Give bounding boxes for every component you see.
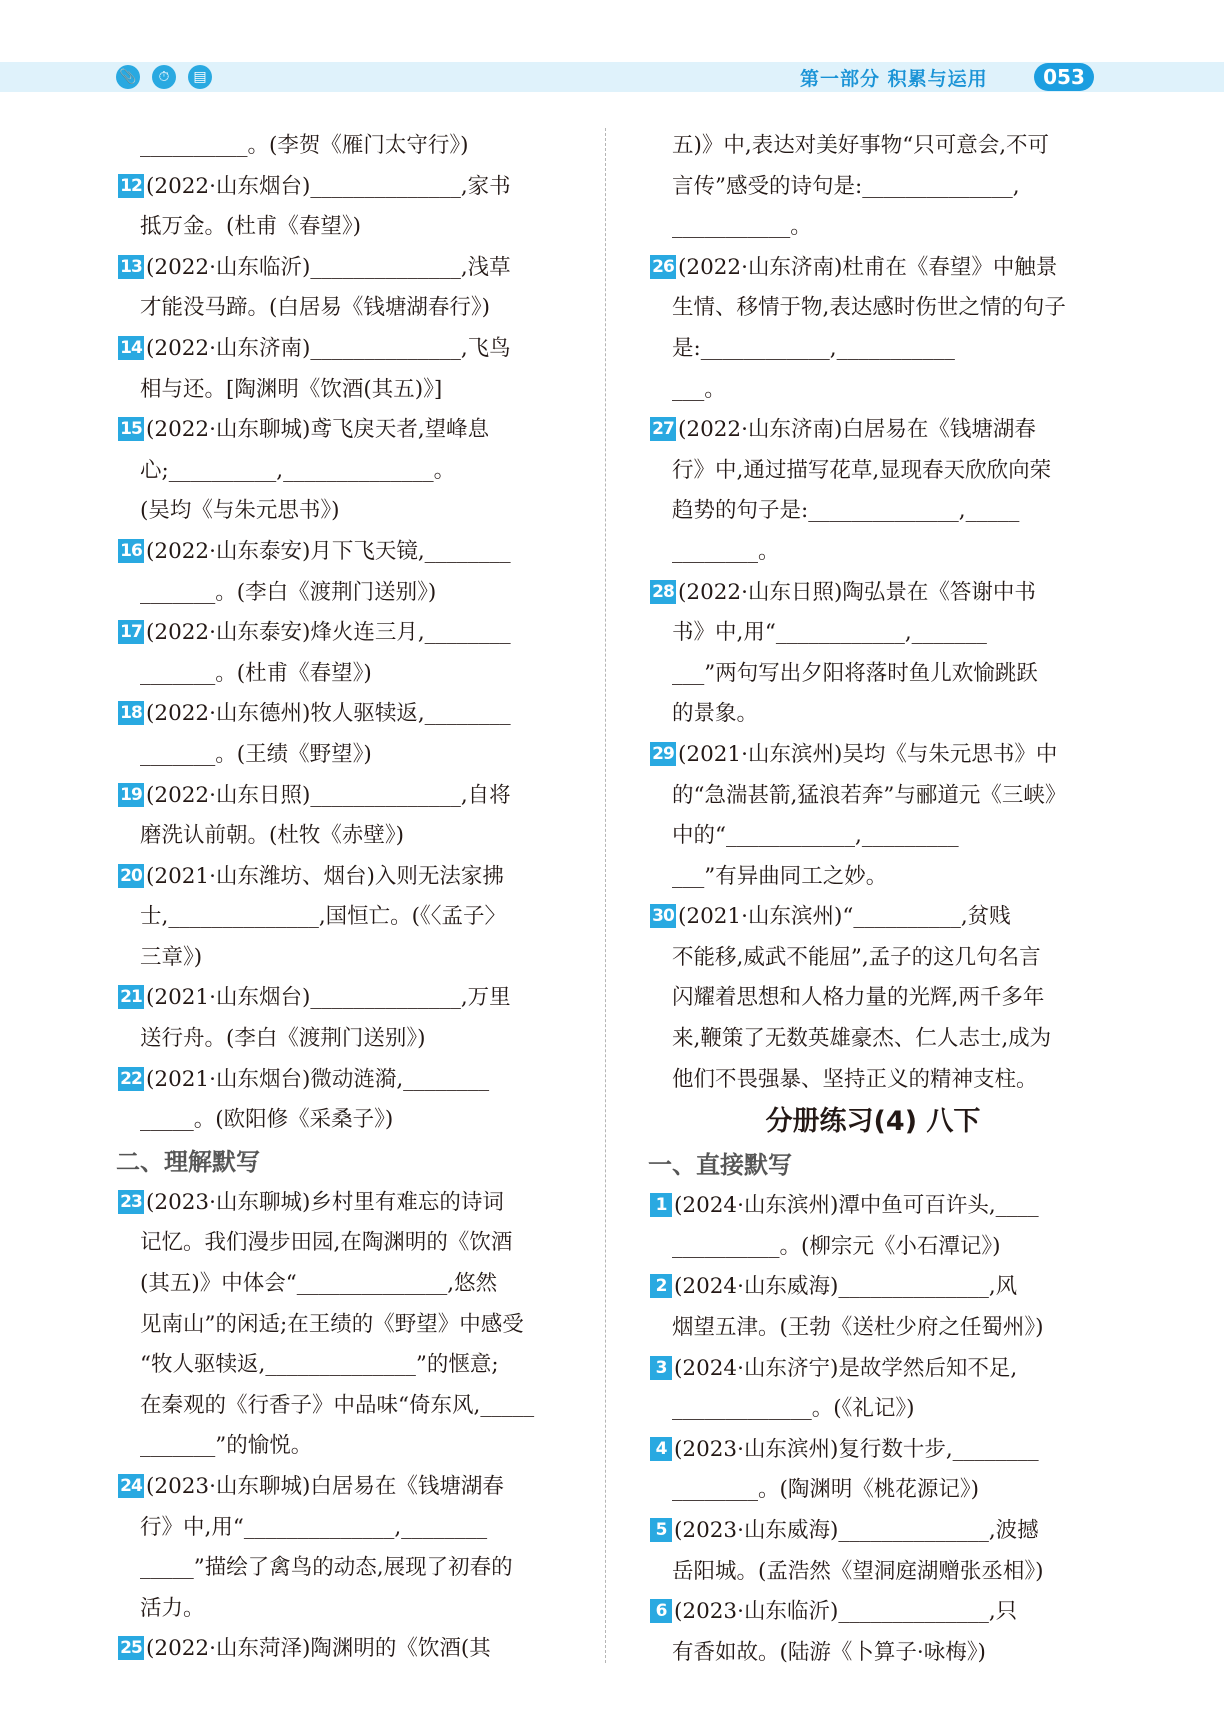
question-line: ________。(陶渊明《桃花源记》) [672,1477,980,1503]
question-line: 生情、移情于物,表达感时伤世之情的句子 [672,295,1066,321]
continuation-line: 言传”感受的诗句是:______________, [672,173,1020,199]
paperclip-icon: 📎 [116,65,140,89]
question-number-badge: 27 [650,417,676,441]
question-text: (2024·山东济宁)是故学然后知不足, [674,1355,1018,1381]
question-line: _______。(杜甫《春望》) [140,660,372,686]
question-number-badge: 3 [650,1356,672,1380]
question-line: 见南山”的闲适;在王绩的《野望》中感受 [140,1311,524,1337]
question-first-line [118,329,584,370]
question-line: 才能没马蹄。(白居易《钱塘湖春行》) [140,295,491,321]
question-first-line [118,857,584,898]
question-line: 有香如故。(陆游《卜算子·咏梅》) [672,1639,986,1665]
question-text: (2022·山东烟台)______________,家书 [146,173,511,199]
notebook-icon: ▤ [188,65,212,89]
question-text: (2023·山东聊城)乡村里有难忘的诗词 [146,1189,504,1215]
question-line: 心;__________,______________。 [140,457,456,483]
question-first-line [118,694,584,735]
question-line: 他们不畏强暴、坚持正义的精神支柱。 [672,1066,1038,1092]
question-line: 中的“____________,_________ [672,823,959,849]
page-number: 053 [1034,63,1094,91]
question-text: (2021·山东烟台)______________,万里 [146,985,511,1011]
question-number-badge: 5 [650,1518,672,1542]
question-line: _______。(李白《渡荆门送别》) [140,579,437,605]
question-first-line [650,573,1096,614]
question-number-badge: 12 [118,174,144,198]
question-text: (2021·山东烟台)微动涟漪,________ [146,1066,490,1092]
question-line: 士,______________,国恒亡。(《〈孟子〉 [140,904,507,930]
question-line: 在秦观的《行香子》中品味“倚东风,_____ [140,1392,535,1418]
question-item [118,329,584,410]
question-line: 的“急湍甚箭,猛浪若奔”与郦道元《三峡》 [672,782,1067,808]
question-number-badge: 15 [118,417,144,441]
question-number-badge: 4 [650,1437,672,1461]
question-text: (2022·山东济南)______________,飞鸟 [146,335,511,361]
question-first-line [118,1629,584,1670]
question-first-line [118,613,584,654]
question-number-badge: 22 [118,1067,144,1091]
subtitle: 分册练习(4) 八下 [765,1106,981,1138]
question-line: _______。(王绩《野望》) [140,741,372,767]
question-text: (2022·山东泰安)烽火连三月,________ [146,620,511,646]
question-text: (2022·山东菏泽)陶渊明的《饮酒(其 [146,1636,491,1662]
question-number-badge: 2 [650,1274,672,1298]
question-number-badge: 19 [118,783,144,807]
question-text: (2022·山东日照)______________,自将 [146,782,511,808]
question-line: 行》中,通过描写花草,显现春天欣欣向荣 [672,457,1052,483]
question-item [118,248,584,329]
question-text: (2022·山东聊城)鸢飞戾天者,望峰息 [146,417,490,443]
question-text: (2022·山东德州)牧人驱犊返,________ [146,701,511,727]
question-line: ___”两句写出夕阳将落时鱼儿欢愉跳跃 [672,660,1038,686]
question-number-badge: 28 [650,580,676,604]
question-item [118,1060,584,1141]
question-item [118,532,584,613]
right-column [650,126,1096,1673]
question-number-badge: 1 [650,1193,672,1217]
question-number-badge: 20 [118,864,144,888]
question-item [118,167,584,248]
question-first-line [118,532,584,573]
question-line: 三章》) [140,944,203,970]
question-line: (吴均《与朱元思书》) [140,498,340,524]
question-text: (2022·山东济南)杜甫在《春望》中触景 [678,254,1058,280]
question-first-line [118,1060,584,1101]
question-item [650,573,1096,735]
question-text: (2022·山东泰安)月下飞天镜,________ [146,538,511,564]
question-number-badge: 29 [650,742,676,766]
question-number-badge: 16 [118,539,144,563]
question-item [118,694,584,775]
question-line: 活力。 [140,1595,205,1621]
question-item [118,1629,584,1670]
question-number-badge: 17 [118,620,144,644]
question-line: _____________。(《礼记》) [672,1396,915,1422]
question-line: 抵万金。(杜甫《春望》) [140,214,362,240]
question-first-line [650,1430,1096,1471]
question-first-line [118,978,584,1019]
question-line: 不能移,威武不能屈”,孟子的这几句名言 [672,944,1041,970]
question-first-line [118,776,584,817]
question-item [650,1511,1096,1592]
question-item [650,735,1096,897]
question-first-line [650,897,1096,938]
question-first-line [650,1267,1096,1308]
question-text: (2021·山东滨州)吴均《与朱元思书》中 [678,741,1058,767]
column-divider [605,128,606,1663]
question-line: ___”有异曲同工之妙。 [672,863,888,889]
left-column [118,126,584,1670]
question-number-badge: 30 [650,904,676,928]
question-item [650,1430,1096,1511]
question-first-line [118,248,584,289]
question-first-line [118,1467,584,1508]
question-item [650,1592,1096,1673]
question-line: 书》中,用“____________,_______ [672,620,987,646]
question-first-line [650,1186,1096,1227]
question-number-badge: 14 [118,336,144,360]
continuation-line: 五)》中,表达对美好事物“只可意会,不可 [672,133,1050,158]
section-heading: 二、理解默写 [116,1147,260,1176]
question-item [650,1349,1096,1430]
question-item [118,857,584,979]
question-text: (2022·山东临沂)______________,浅草 [146,254,511,280]
question-number-badge: 21 [118,985,144,1009]
question-line: 送行舟。(李白《渡荆门送别》) [140,1026,426,1052]
question-line: ___。 [672,376,726,402]
question-number-badge: 25 [118,1636,144,1660]
question-number-badge: 18 [118,701,144,725]
question-item [650,897,1096,1100]
question-line: 行》中,用“______________,________ [140,1514,488,1540]
question-text: (2021·山东滨州)“__________,贫贱 [678,904,1011,930]
question-number-badge: 6 [650,1599,672,1623]
question-line: 记忆。我们漫步田园,在陶渊明的《饮酒 [140,1230,513,1256]
question-text: (2023·山东临沂)______________,只 [674,1599,1018,1625]
question-line: 烟望五津。(王勃《送杜少府之任蜀州》) [672,1315,1044,1341]
question-item [650,248,1096,410]
question-first-line [118,410,584,451]
section-heading: 一、直接默写 [648,1151,792,1180]
question-text: (2023·山东聊城)白居易在《钱塘湖春 [146,1474,504,1499]
question-item [118,613,584,694]
question-line: ________。 [672,538,780,564]
question-number-badge: 26 [650,255,676,279]
continuation-line: ___________。 [672,214,812,240]
question-line: _______”的愉悦。 [140,1433,313,1459]
question-first-line [650,735,1096,776]
question-item [650,410,1096,572]
question-line: 的景象。 [672,701,759,727]
continuation-line: __________。(李贺《雁门太守行》) [140,133,469,158]
question-first-line [118,1183,584,1224]
question-first-line [650,410,1096,451]
question-line: 相与还。[陶渊明《饮酒(其五)》] [140,376,443,402]
question-number-badge: 13 [118,255,144,279]
question-item [118,1467,584,1629]
question-text: (2024·山东威海)______________,风 [674,1274,1018,1300]
question-text: (2022·山东日照)陶弘景在《答谢中书 [678,579,1036,605]
question-line: 闪耀着思想和人格力量的光辉,两千多年 [672,985,1045,1011]
question-item [118,1183,584,1467]
question-item [118,410,584,532]
question-number-badge: 23 [118,1190,144,1214]
question-text: (2023·山东威海)______________,波撼 [674,1518,1039,1543]
question-line: (其五)》中体会“______________,悠然 [140,1271,498,1297]
question-item [650,1186,1096,1267]
question-first-line [650,1349,1096,1390]
question-line: _____。(欧阳修《采桑子》) [140,1107,394,1133]
question-item [650,1267,1096,1348]
question-first-line [118,167,584,208]
question-line: 磨洗认前朝。(杜牧《赤壁》) [140,823,405,849]
question-line: __________。(柳宗元《小石潭记》) [672,1233,1001,1259]
question-line: “牧人驱犊返,______________”的惬意; [140,1352,499,1378]
question-text: (2022·山东济南)白居易在《钱塘湖春 [678,417,1036,443]
question-line: 是:____________,___________ [672,335,955,361]
question-text: (2023·山东滨州)复行数十步,________ [674,1436,1039,1462]
question-item [118,978,584,1059]
question-first-line [650,1592,1096,1633]
question-text: (2024·山东滨州)潭中鱼可百许头,____ [674,1193,1039,1219]
question-first-line [650,1511,1096,1552]
header-icons [116,65,212,89]
question-line: 来,鞭策了无数英雄豪杰、仁人志士,成为 [672,1026,1052,1052]
question-text: (2021·山东潍坊、烟台)入则无法家拂 [146,863,504,889]
question-number-badge: 24 [118,1474,144,1498]
question-line: _____”描绘了禽鸟的动态,展现了初春的 [140,1555,513,1581]
question-line: 趋势的句子是:______________,_____ [672,498,1020,524]
question-first-line [650,248,1096,289]
stopwatch-icon: ⏱ [152,65,176,89]
question-line: 岳阳城。(孟浩然《望洞庭湖赠张丞相》) [672,1558,1044,1584]
section-title: 第一部分 积累与运用 [800,68,988,90]
question-item [118,776,584,857]
